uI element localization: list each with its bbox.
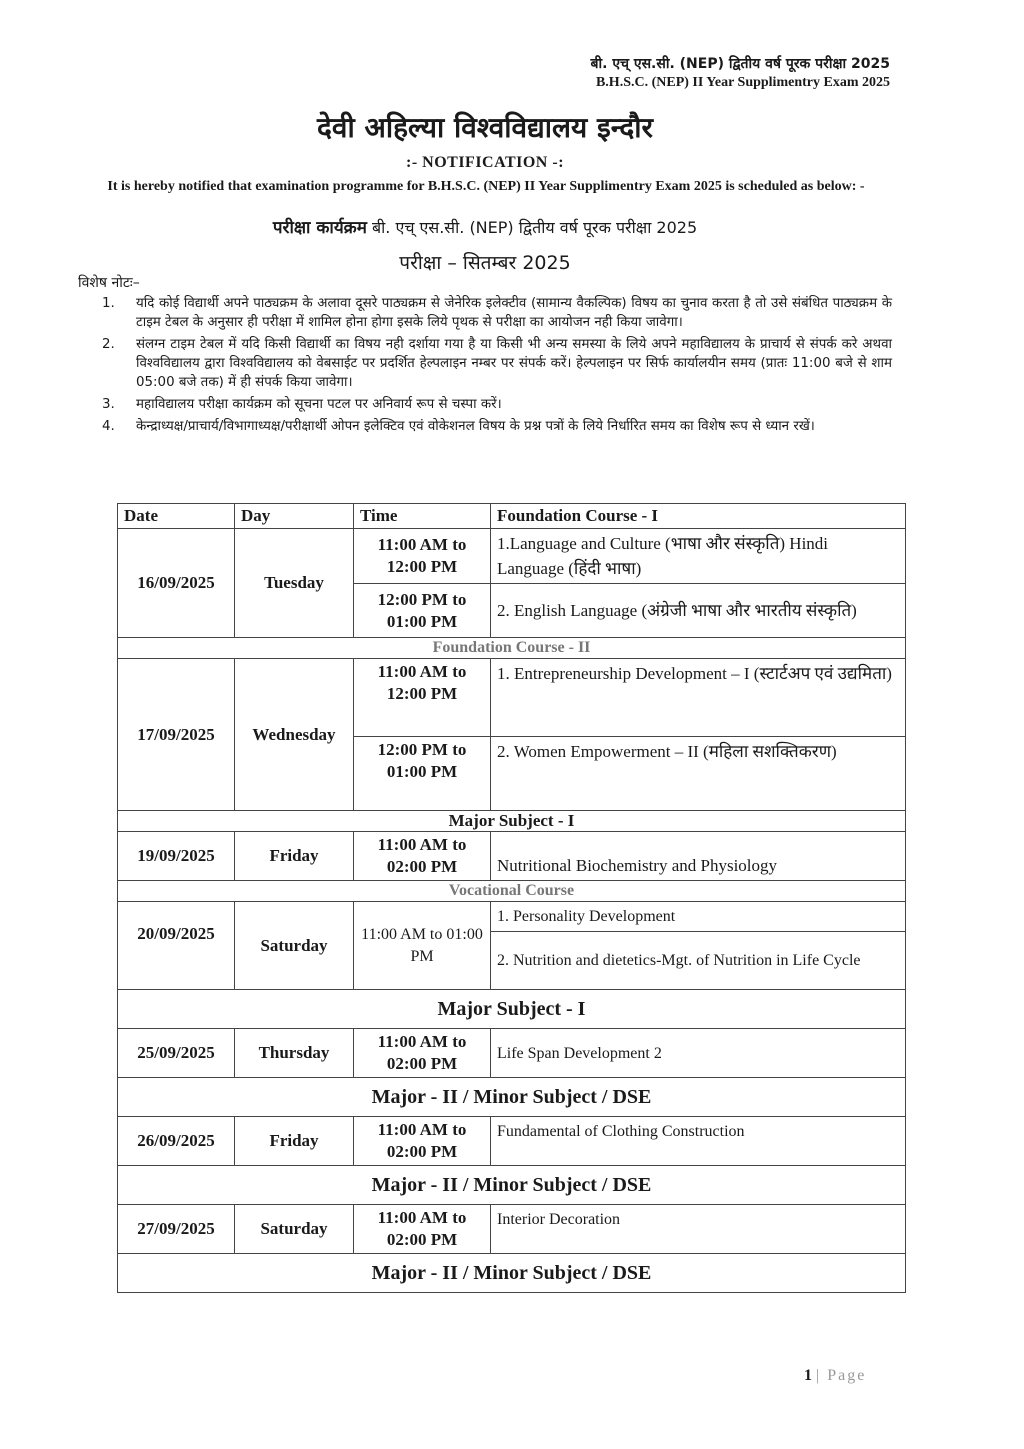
- time-cell: 11:00 AM to 01:00 PM: [354, 902, 491, 990]
- subject-cell: Nutritional Biochemistry and Physiology: [491, 832, 906, 881]
- subject-cell: Fundamental of Clothing Construction: [491, 1117, 906, 1166]
- time-cell: 11:00 AM to 02:00 PM: [354, 1205, 491, 1254]
- col-day-header: Day: [235, 504, 354, 529]
- exam-title-english: B.H.S.C. (NEP) II Year Supplimentry Exam 2025: [595, 75, 890, 90]
- time-cell: 11:00 AM to 02:00 PM: [354, 1029, 491, 1078]
- note-text: महाविद्यालय परीक्षा कार्यक्रम को सूचना पटल पर अनिवार्य रूप से चस्पा करें।: [136, 397, 502, 412]
- date-cell: 17/09/2025: [118, 659, 235, 811]
- table-row: [118, 1029, 906, 1078]
- time-cell: 11:00 AM to 12:00 PM: [354, 659, 491, 737]
- exam-month: परीक्षा – सितम्बर 2025: [399, 252, 571, 274]
- notification-heading: :- NOTIFICATION -:: [405, 154, 565, 171]
- subject-cell: 1. Personality Development: [491, 902, 906, 932]
- subject-cell: 2. English Language (अंग्रेजी भाषा और भारतीय संस्कृति): [491, 584, 906, 638]
- table-row: [118, 659, 906, 737]
- table-row: [118, 902, 906, 932]
- date-cell: 19/09/2025: [118, 832, 235, 881]
- subject-cell: Life Span Development 2: [491, 1029, 906, 1078]
- notes-heading: विशेष नोटः–: [78, 275, 140, 291]
- page-footer: [804, 1367, 866, 1385]
- day-cell: Saturday: [235, 1205, 354, 1254]
- section-row: [118, 638, 906, 659]
- section-heading: Major - II / Minor Subject / DSE: [118, 1254, 906, 1293]
- date-cell: 20/09/2025: [118, 902, 235, 990]
- note-item: [102, 294, 892, 332]
- subject-cell: 2. Women Empowerment – II (महिला सशक्तिकरण): [491, 737, 906, 811]
- date-cell: 27/09/2025: [118, 1205, 235, 1254]
- time-cell: 11:00 AM to 02:00 PM: [354, 1117, 491, 1166]
- col-date-header: Date: [118, 504, 235, 529]
- note-text: केन्द्राध्यक्ष/प्राचार्य/विभागाध्यक्ष/परीक्षार्थी ओपन इलेक्टिव एवं वोकेशनल विषय के प्रश्न पत्रों के लिये निर्धारित समय का विशेष रूप से ध्यान रखें।: [136, 419, 815, 434]
- table-row: [118, 832, 906, 881]
- section-heading: Major Subject - I: [118, 811, 906, 832]
- time-cell: 12:00 PM to 01:00 PM: [354, 584, 491, 638]
- page-number: 1: [804, 1367, 812, 1384]
- time-cell: 12:00 PM to 01:00 PM: [354, 737, 491, 811]
- time-cell: 11:00 AM to 12:00 PM: [354, 529, 491, 584]
- schedule-table: [117, 503, 906, 1293]
- subject-cell: 2. Nutrition and dietetics-Mgt. of Nutrition in Life Cycle: [491, 932, 906, 990]
- date-cell: 26/09/2025: [118, 1117, 235, 1166]
- table-row: [118, 529, 906, 584]
- subject-cell: 1.Language and Culture (भाषा और संस्कृति) Hindi Language (हिंदी भाषा): [491, 529, 906, 584]
- section-heading: Foundation Course - II: [118, 638, 906, 659]
- note-item: [102, 395, 892, 414]
- intro-text: It is hereby notified that examination programme for B.H.S.C. (NEP) II Year Supplimentry Exam 2025 is scheduled as below: -: [107, 179, 865, 194]
- section-row: [118, 811, 906, 832]
- day-cell: Friday: [235, 832, 354, 881]
- table-row: [118, 1205, 906, 1254]
- note-item: [102, 417, 892, 436]
- date-cell: 25/09/2025: [118, 1029, 235, 1078]
- subject-cell: Interior Decoration: [491, 1205, 906, 1254]
- table-header-row: [118, 504, 906, 529]
- section-heading: Vocational Course: [118, 881, 906, 902]
- section-heading: Major Subject - I: [118, 990, 906, 1029]
- programme-line: [0, 215, 970, 238]
- note-text: संलग्न टाइम टेबल में यदि किसी विद्यार्थी का विषय नही दर्शाया गया है या किसी भी अन्य समस्या के लिये अपने महाविद्यालय के प्राचार्य से संपर्क करे अथवा विश्वविद्यालय द्वारा विश्वविद्यालय को वेबसाईट पर प्रदर्शित हेल्पलाइन नम्बर पर संपर्क करें। हेल्पलाइन पर सिर्फ कार्यालयीन समय (प्रातः 11:00 बजे से शाम 05:00 बजे तक) में ही संपर्क किया जावेगा।: [136, 337, 892, 390]
- section-row: [118, 881, 906, 902]
- programme-rest: बी. एच् एस.सी. (NEP) द्वितीय वर्ष पूरक परीक्षा 2025: [372, 218, 698, 237]
- table-row: [118, 1117, 906, 1166]
- university-name: देवी अहिल्या विश्वविद्यालय इन्दौर: [317, 111, 653, 144]
- note-number: 1.: [102, 296, 115, 311]
- time-cell: 11:00 AM to 02:00 PM: [354, 832, 491, 881]
- day-cell: Saturday: [235, 902, 354, 990]
- subject-cell: 1. Entrepreneurship Development – I (स्टार्टअप एवं उद्यमिता): [491, 659, 906, 737]
- exam-title-hindi: बी. एच् एस.सी. (NEP) द्वितीय वर्ष पूरक परीक्षा 2025: [590, 56, 890, 72]
- note-item: [102, 335, 892, 392]
- section-heading: Major - II / Minor Subject / DSE: [118, 1166, 906, 1205]
- day-cell: Thursday: [235, 1029, 354, 1078]
- programme-label: परीक्षा कार्यक्रम: [272, 218, 367, 238]
- col-course-header: Foundation Course - I: [491, 504, 906, 529]
- section-heading: Major - II / Minor Subject / DSE: [118, 1078, 906, 1117]
- note-number: 2.: [102, 337, 115, 352]
- section-row: [118, 990, 906, 1029]
- date-cell: 16/09/2025: [118, 529, 235, 638]
- section-row: [118, 1078, 906, 1117]
- notes-list: [102, 294, 892, 439]
- section-row: [118, 1254, 906, 1293]
- note-number: 3.: [102, 397, 115, 412]
- section-row: [118, 1166, 906, 1205]
- note-text: यदि कोई विद्यार्थी अपने पाठ्यक्रम के अलावा दूसरे पाठ्यक्रम से जेनेरिक इलेक्टीव (सामान्य वैकल्पिक) विषय का चुनाव करता है तो उसे संबंधित पाठ्यक्रम के टाइम टेबल के अनुसार ही परीक्षा में शामिल होना होगा इसके लिये पृथक से परीक्षा का आयोजन नही किया जावेगा।: [136, 296, 892, 330]
- col-time-header: Time: [354, 504, 491, 529]
- note-number: 4.: [102, 419, 115, 434]
- day-cell: Tuesday: [235, 529, 354, 638]
- day-cell: Friday: [235, 1117, 354, 1166]
- day-cell: Wednesday: [235, 659, 354, 811]
- page-label: | Page: [816, 1367, 867, 1384]
